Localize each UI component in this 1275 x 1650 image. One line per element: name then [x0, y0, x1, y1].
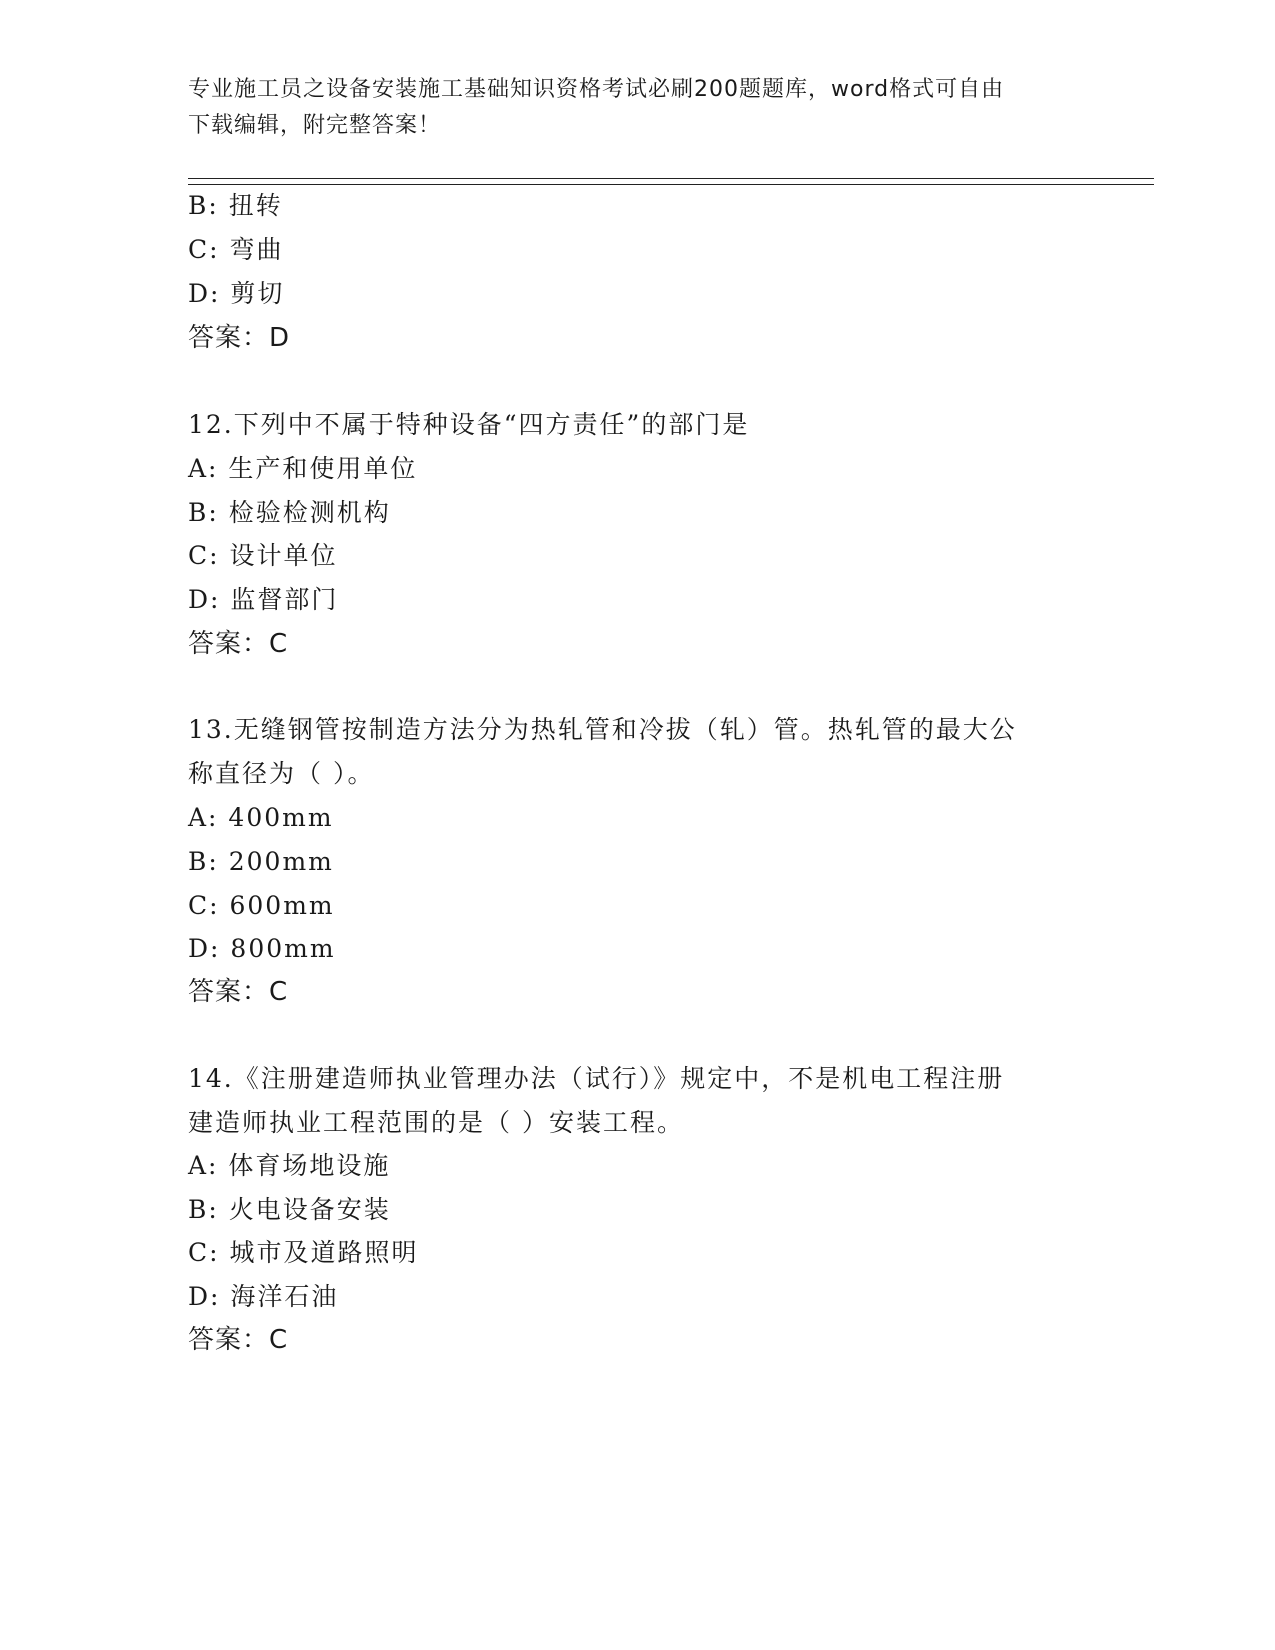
header-divider-bottom [188, 184, 1154, 185]
option-d: D: 海洋石油 [188, 1282, 339, 1311]
header-line-1: 专业施工员之设备安装施工基础知识资格考试必刷200题题库，word格式可自由 [188, 77, 1005, 102]
answer-line: 答案：C [188, 1325, 289, 1355]
question-13-stem-line-1: 13.无缝钢管按制造方法分为热轧管和冷拔（轧）管。热轧管的最大公 [188, 715, 1017, 744]
option-b: B: 200mm [188, 847, 334, 876]
answer-line: 答案：D [188, 323, 291, 353]
document-header [188, 72, 1088, 144]
question-13-stem-line-2: 称直径为（ ）。 [188, 759, 375, 788]
answer-line: 答案：C [188, 977, 289, 1007]
option-c: C: 城市及道路照明 [188, 1238, 419, 1267]
option-d: D: 800mm [188, 934, 336, 963]
option-c: C: 弯曲 [188, 235, 284, 264]
option-a: A: 生产和使用单位 [188, 454, 418, 483]
header-divider-top [188, 178, 1154, 179]
option-b: B: 火电设备安装 [188, 1195, 391, 1224]
answer-line: 答案：C [188, 629, 289, 659]
question-14-stem-line-2: 建造师执业工程范围的是（ ）安装工程。 [188, 1108, 684, 1137]
question-12-stem: 12.下列中不属于特种设备“四方责任”的部门是 [188, 410, 750, 439]
option-b: B: 检验检测机构 [188, 498, 391, 527]
option-c: C: 600mm [188, 891, 335, 920]
option-c: C: 设计单位 [188, 541, 338, 570]
option-a: A: 体育场地设施 [188, 1151, 391, 1180]
option-a: A: 400mm [188, 803, 334, 832]
option-b: B: 扭转 [188, 191, 283, 220]
header-line-2: 下载编辑，附完整答案！ [188, 113, 442, 138]
option-d: D: 剪切 [188, 279, 285, 308]
question-14-stem-line-1: 14.《注册建造师执业管理办法（试行）》规定中，不是机电工程注册 [188, 1064, 1005, 1093]
option-d: D: 监督部门 [188, 585, 339, 614]
